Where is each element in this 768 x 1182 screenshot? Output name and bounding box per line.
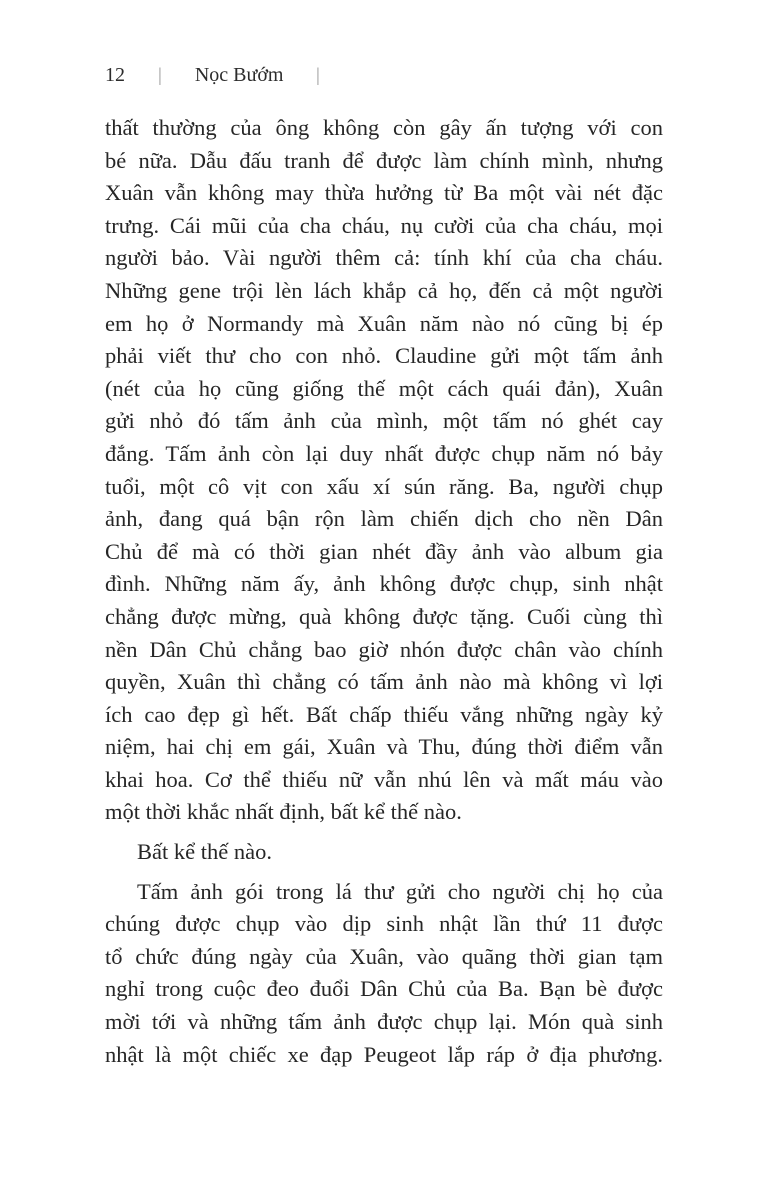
text-line: thất thường của ông không còn gây ấn tượng với con xyxy=(105,115,663,140)
text-line: niệm, hai chị em gái, Xuân và Thu, đúng thời điểm vẫn xyxy=(105,734,663,760)
text-line: em họ ở Normandy mà Xuân năm nào nó cũng bị ép xyxy=(105,310,663,336)
text-line: phải viết thư cho con nhỏ. Claudine gửi một tấm ảnh xyxy=(105,343,663,369)
text-line: Những gene trội lèn lách khắp cả họ, đến cả một người xyxy=(105,277,663,303)
text-line: chúng được chụp vào dịp sinh nhật lần thứ 11 được xyxy=(105,911,663,937)
paragraph xyxy=(105,112,663,829)
page-header xyxy=(105,62,663,89)
header-separator-bar: | xyxy=(317,65,320,86)
paragraph xyxy=(105,836,663,869)
text-line: tuổi, một cô vịt con xấu xí sún răng. Ba, người chụp xyxy=(105,473,663,499)
text-line: gửi nhỏ đó tấm ảnh của mình, một tấm nó ghét cay xyxy=(105,408,663,434)
text-line: một thời khắc nhất định, bất kể thế nào. xyxy=(105,799,462,825)
text-line: Bất kể thế nào. xyxy=(137,839,272,865)
header-separator-bar: | xyxy=(158,65,162,86)
text-line: nhật là một chiếc xe đạp Peugeot lắp ráp ở địa phương. xyxy=(105,1041,663,1067)
text-line: ảnh, đang quá bận rộn làm chiến dịch cho nền Dân xyxy=(105,506,663,532)
text-line: (nét của họ cũng giống thế một cách quái đản), Xuân xyxy=(105,375,663,401)
text-line: người bảo. Vài người thêm cả: tính khí của cha cháu. xyxy=(105,245,663,271)
text-line: ích cao đẹp gì hết. Bất chấp thiếu vắng những ngày kỷ xyxy=(105,701,663,727)
page-number: 12 xyxy=(105,64,125,86)
text-line: nghỉ trong cuộc đeo đuổi Dân Chủ của Ba. Bạn bè được xyxy=(105,976,663,1002)
paragraph xyxy=(105,876,663,1072)
text-line: trưng. Cái mũi của cha cháu, nụ cười của cha cháu, mọi xyxy=(105,212,663,238)
text-line: Xuân vẫn không may thừa hưởng từ Ba một vài nét đặc xyxy=(105,180,663,206)
text-line: Tấm ảnh gói trong lá thư gửi cho người chị họ của xyxy=(137,878,663,904)
text-line: Chủ để mà có thời gian nhét đầy ảnh vào album gia xyxy=(105,538,663,564)
text-line: chẳng được mừng, quà không được tặng. Cuối cùng thì xyxy=(105,603,663,629)
text-line: nền Dân Chủ chẳng bao giờ nhón được chân vào chính xyxy=(105,636,663,662)
text-line: bé nữa. Dẫu đấu tranh để được làm chính mình, nhưng xyxy=(105,147,663,173)
text-line: khai hoa. Cơ thể thiếu nữ vẫn nhú lên và mất máu vào xyxy=(105,766,663,792)
text-line: quyền, Xuân thì chẳng có tấm ảnh nào mà không vì lợi xyxy=(105,669,663,695)
text-line: tổ chức đúng ngày của Xuân, vào quãng thời gian tạm xyxy=(105,943,663,969)
text-line: mời tới và những tấm ảnh được chụp lại. Món quà sinh xyxy=(105,1009,663,1035)
page-body xyxy=(105,112,663,1071)
text-line: đình. Những năm ấy, ảnh không được chụp, sinh nhật xyxy=(105,571,663,597)
text-line: đắng. Tấm ảnh còn lại duy nhất được chụp năm nó bảy xyxy=(105,440,663,466)
book-title: Nọc Bướm xyxy=(194,64,284,86)
